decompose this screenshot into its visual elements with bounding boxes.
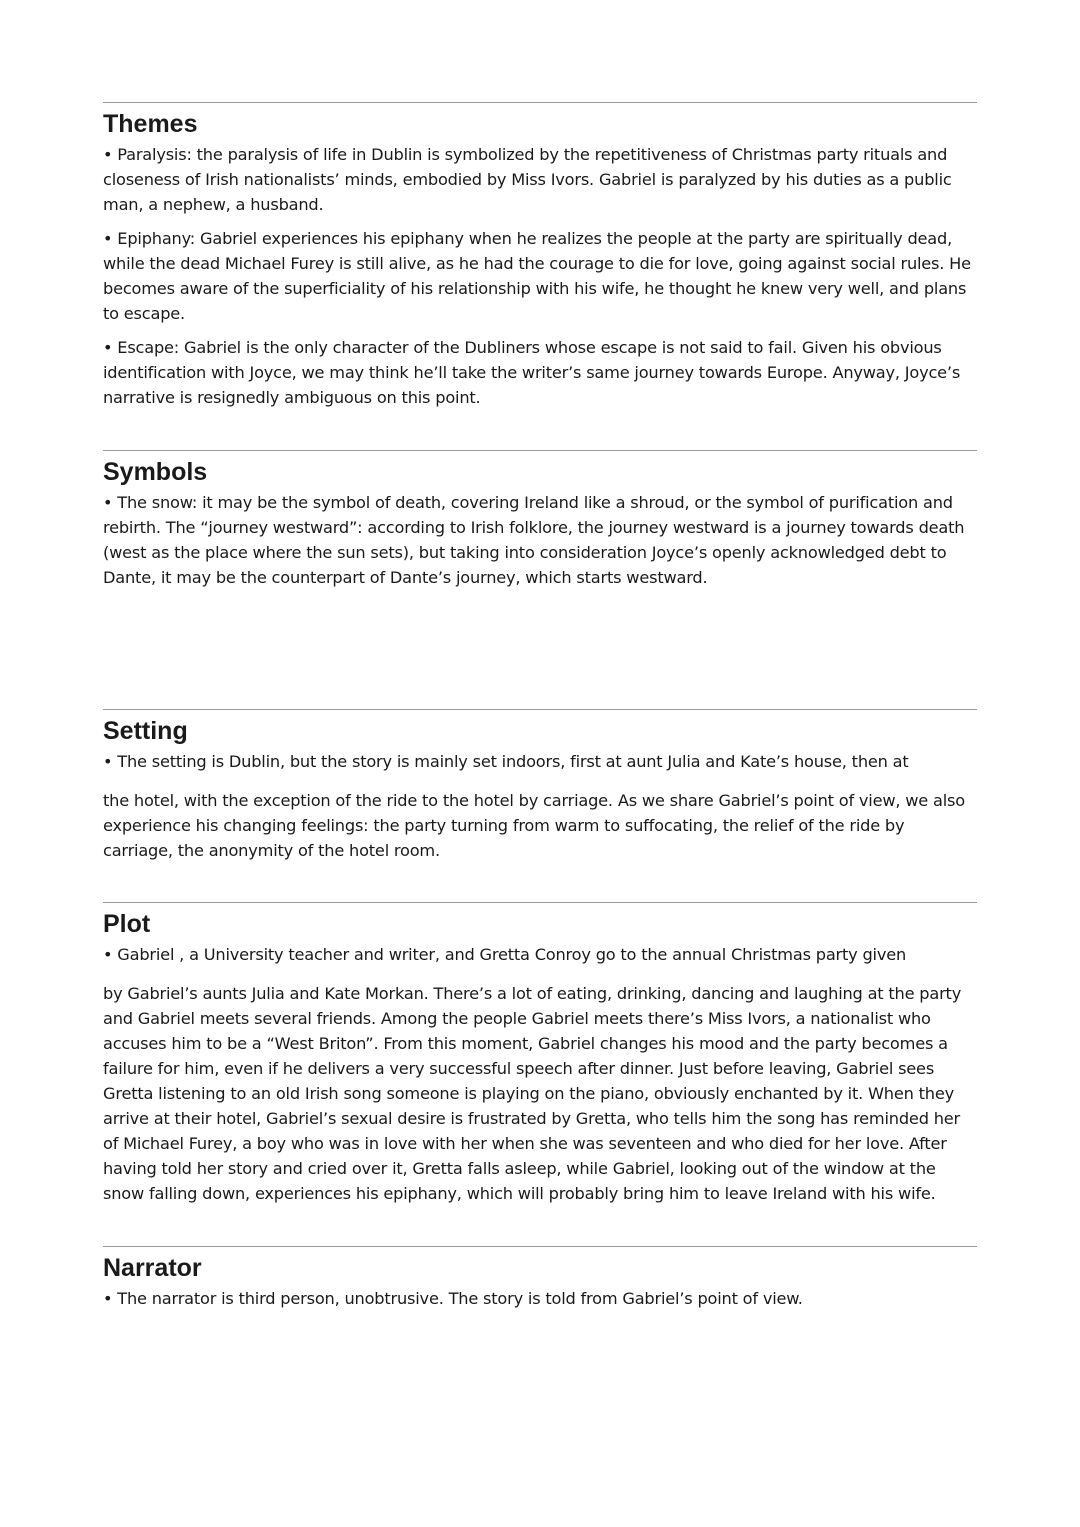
section-narrator bbox=[103, 1246, 977, 1320]
section-divider bbox=[103, 902, 977, 903]
section-divider bbox=[103, 102, 977, 103]
theme-escape-paragraph: • Escape: Gabriel is the only character of the Dubliners whose escape is not said to fail. Given his obvious identification with Joyce, we may think he’ll take the writer’s same journey towards Europe. Anyway, Joyce’s narrative is resignedly ambiguous on this point. bbox=[103, 338, 961, 407]
section-divider bbox=[103, 709, 977, 710]
section-heading: Themes bbox=[103, 110, 198, 138]
theme-paralysis-paragraph: • Paralysis: the paralysis of life in Dublin is symbolized by the repetitiveness of Christmas party rituals and closeness of Irish nationalists’ minds, embodied by Miss Ivors. Gabriel is paralyzed by his duties as a public man, a nephew, a husband. bbox=[103, 145, 952, 214]
section-divider bbox=[103, 1246, 977, 1247]
theme-epiphany-paragraph: • Epiphany: Gabriel experiences his epiphany when he realizes the people at the party are spiritually dead, while the dead Michael Furey is still alive, as he had the courage to die for love, going against social rules. He becomes aware of the superficiality of his relationship with his wife, he thought he knew very well, and plans to escape. bbox=[103, 229, 971, 323]
section-themes bbox=[103, 102, 977, 419]
symbols-paragraph: • The snow: it may be the symbol of death, covering Ireland like a shroud, or the symbol of purification and rebirth. The “journey westward”: according to Irish folklore, the journey westward is a journey towards death (west as the place where the sun sets), but taking into consideration Joyce’s openly acknowledged debt to Dante, it may be the counterpart of Dante’s journey, which starts westward. bbox=[103, 493, 965, 587]
section-divider bbox=[103, 450, 977, 451]
section-symbols bbox=[103, 450, 977, 599]
section-setting bbox=[103, 709, 977, 872]
plot-paragraph-2: by Gabriel’s aunts Julia and Kate Morkan. There’s a lot of eating, drinking, dancing and laughing at the party and Gabriel meets several friends. Among the people Gabriel meets there’s Miss Ivors, a nationalist who accuses him to be a “West Briton”. From this moment, Gabriel changes his mood and the party becomes a failure for him, even if he delivers a very successful speech after dinner. Just before leaving, Gabriel sees Gretta listening to an old Irish song someone is playing on the piano, obviously enchanted by it. When they arrive at their hotel, Gabriel’s sexual desire is frustrated by Gretta, who tells him the song has reminded her of Michael Furey, a boy who was in love with her when she was seventeen and who died for her love. After having told her story and cried over it, Gretta falls asleep, while Gabriel, looking out of the window at the snow falling down, experiences his epiphany, which will probably bring him to leave Ireland with his wife. bbox=[103, 984, 962, 1203]
section-heading: Narrator bbox=[103, 1254, 202, 1282]
setting-paragraph-2: the hotel, with the exception of the ride to the hotel by carriage. As we share Gabriel’s point of view, we also experience his changing feelings: the party turning from warm to suffocating, the relief of the ride by carriage, the anonymity of the hotel room. bbox=[103, 791, 965, 860]
section-plot bbox=[103, 902, 977, 1215]
narrator-paragraph: • The narrator is third person, unobtrusive. The story is told from Gabriel’s point of view. bbox=[103, 1289, 803, 1308]
plot-paragraph-1: • Gabriel , a University teacher and writer, and Gretta Conroy go to the annual Christmas party given bbox=[103, 945, 907, 964]
setting-paragraph-1: • The setting is Dublin, but the story is mainly set indoors, first at aunt Julia and Kate’s house, then at bbox=[103, 752, 909, 771]
section-heading: Setting bbox=[103, 717, 188, 745]
section-heading: Plot bbox=[103, 910, 151, 938]
section-heading: Symbols bbox=[103, 458, 208, 486]
